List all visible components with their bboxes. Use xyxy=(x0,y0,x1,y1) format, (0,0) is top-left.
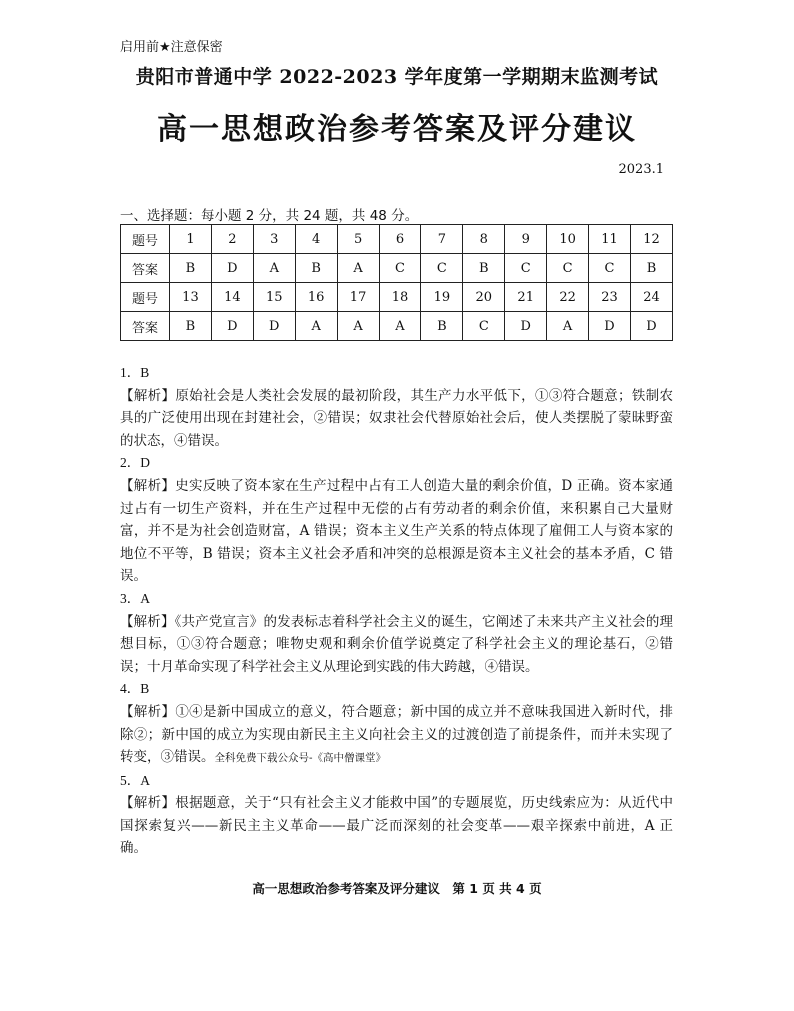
question-number: 13 xyxy=(170,283,212,312)
question-answer: 2．D xyxy=(120,455,150,471)
explanation-body: 《共产党宣言》的发表标志着科学社会主义的诞生，它阐述了未来共产主义社会的理想目标，①③符合题意；唯物史观和剩余价值学说奠定了科学社会主义的理论基石，②错误；十月革命实现了科学社会主义从理论到实践的伟大跨越，④错误。 xyxy=(120,613,673,675)
answer-cell: D xyxy=(505,312,547,341)
answer-cell: A xyxy=(295,312,337,341)
question-number: 8 xyxy=(463,225,505,254)
explanation-body: 根据题意，关于“只有社会主义才能救中国”的专题展览，历史线索应为：从近代中国探索复兴——新民主主义革命——最广泛而深刻的社会变革——艰辛探索中前进，A 正确。 xyxy=(120,795,674,857)
explanation-body: 原始社会是人类社会发展的最初阶段，其生产力水平低下，①③符合题意；铁制农具的广泛使用出现在封建社会，②错误；奴隶社会代替原始社会后，使人类摆脱了蒙昧野蛮的状态，④错误。 xyxy=(120,387,674,449)
answer-cell: C xyxy=(547,254,589,283)
explanation-text xyxy=(120,611,673,679)
answer-cell: A xyxy=(337,254,379,283)
explanation-text xyxy=(120,792,673,860)
question-number: 21 xyxy=(505,283,547,312)
question-number-row xyxy=(121,225,673,254)
explanation-item xyxy=(120,678,673,769)
explanations-section xyxy=(120,362,673,860)
explanation-item xyxy=(120,588,673,678)
document-date: 2023.1 xyxy=(618,162,664,177)
exam-title: 贵阳市普通中学 2022-2023 学年度第一学期期末监测考试 xyxy=(135,66,659,88)
question-number: 7 xyxy=(421,225,463,254)
answer-cell: B xyxy=(463,254,505,283)
explanation-item xyxy=(120,770,673,860)
answer-cell: B xyxy=(421,312,463,341)
answer-row xyxy=(121,312,673,341)
explanation-text xyxy=(120,475,673,588)
question-number: 17 xyxy=(337,283,379,312)
document-title: 高一思想政治参考答案及评分建议 xyxy=(157,112,637,147)
row-label: 答案 xyxy=(121,254,170,283)
answer-cell: B xyxy=(630,254,672,283)
question-number: 19 xyxy=(421,283,463,312)
answer-cell: A xyxy=(379,312,421,341)
question-number: 5 xyxy=(337,225,379,254)
question-answer: 1．B xyxy=(120,365,150,380)
confidentiality-notice: 启用前★注意保密 xyxy=(120,40,223,55)
answer-cell: D xyxy=(211,312,253,341)
analysis-tag: 【解析】 xyxy=(120,477,176,494)
question-number: 2 xyxy=(211,225,253,254)
question-number: 16 xyxy=(295,283,337,312)
page-footer: 高一思想政治参考答案及评分建议 第 1 页 共 4 页 xyxy=(252,881,542,896)
answer-cell: C xyxy=(463,312,505,341)
answer-cell: D xyxy=(589,312,631,341)
row-label: 题号 xyxy=(121,225,170,254)
question-answer: 4．B xyxy=(120,681,150,697)
row-label: 题号 xyxy=(121,283,170,312)
question-number: 20 xyxy=(463,283,505,312)
question-number: 24 xyxy=(630,283,672,312)
answer-cell: A xyxy=(547,312,589,341)
answer-cell: B xyxy=(170,254,212,283)
question-number: 23 xyxy=(589,283,631,312)
explanation-item xyxy=(120,452,673,588)
answer-cell: A xyxy=(337,312,379,341)
analysis-tag: 【解析】 xyxy=(120,613,175,630)
question-number: 18 xyxy=(379,283,421,312)
question-number: 9 xyxy=(505,225,547,254)
analysis-tag: 【解析】 xyxy=(120,795,176,812)
explanation-item xyxy=(120,362,673,452)
row-label: 答案 xyxy=(121,312,170,341)
question-number: 22 xyxy=(547,283,589,312)
question-answer: 3．A xyxy=(120,590,150,606)
answer-cell: C xyxy=(505,254,547,283)
question-number: 11 xyxy=(589,225,631,254)
question-number: 14 xyxy=(211,283,253,312)
question-number: 3 xyxy=(253,225,295,254)
answer-cell: D xyxy=(630,312,672,341)
explanation-text xyxy=(120,385,673,453)
answer-cell: C xyxy=(379,254,421,283)
answer-cell: D xyxy=(211,254,253,283)
section-heading: 一、选择题：每小题 2 分，共 24 题，共 48 分。 xyxy=(120,208,419,224)
watermark-text: 全科免费下载公众号-《高中僧课堂》 xyxy=(214,752,387,765)
answer-cell: B xyxy=(170,312,212,341)
answer-cell: B xyxy=(295,254,337,283)
question-number: 12 xyxy=(630,225,672,254)
answer-row xyxy=(121,254,673,283)
question-number: 1 xyxy=(170,225,212,254)
explanation-body: 史实反映了资本家在生产过程中占有工人创造大量的剩余价值，D 正确。资本家通过占有一切生产资料，并在生产过程中无偿的占有劳动者的剩余价值，来积累自己大量财富，并不是为社会创造财富，A 错误；资本主义生产关系的特点体现了雇佣工人与资本家的地位不平等，B 错误；资本主义社会矛盾和冲突的总根源是资本主义社会的基本矛盾，C 错误。 xyxy=(120,477,673,585)
explanation-text xyxy=(120,701,673,770)
question-number: 4 xyxy=(295,225,337,254)
answer-cell: A xyxy=(253,254,295,283)
answer-cell: C xyxy=(589,254,631,283)
explanation-body: ①④是新中国成立的意义，符合题意；新中国的成立并不意味我国进入新时代，排除②；新中国的成立为实现由新民主主义向社会主义的过渡创造了前提条件，而并未实现了转变，③错误。 xyxy=(120,703,674,766)
answer-table xyxy=(120,224,673,341)
question-number-row xyxy=(121,283,673,312)
answer-cell: D xyxy=(253,312,295,341)
question-answer: 5．A xyxy=(120,772,150,788)
analysis-tag: 【解析】 xyxy=(120,387,176,404)
answer-cell: C xyxy=(421,254,463,283)
question-number: 10 xyxy=(547,225,589,254)
question-number: 6 xyxy=(379,225,421,254)
question-number: 15 xyxy=(253,283,295,312)
analysis-tag: 【解析】 xyxy=(120,703,176,720)
